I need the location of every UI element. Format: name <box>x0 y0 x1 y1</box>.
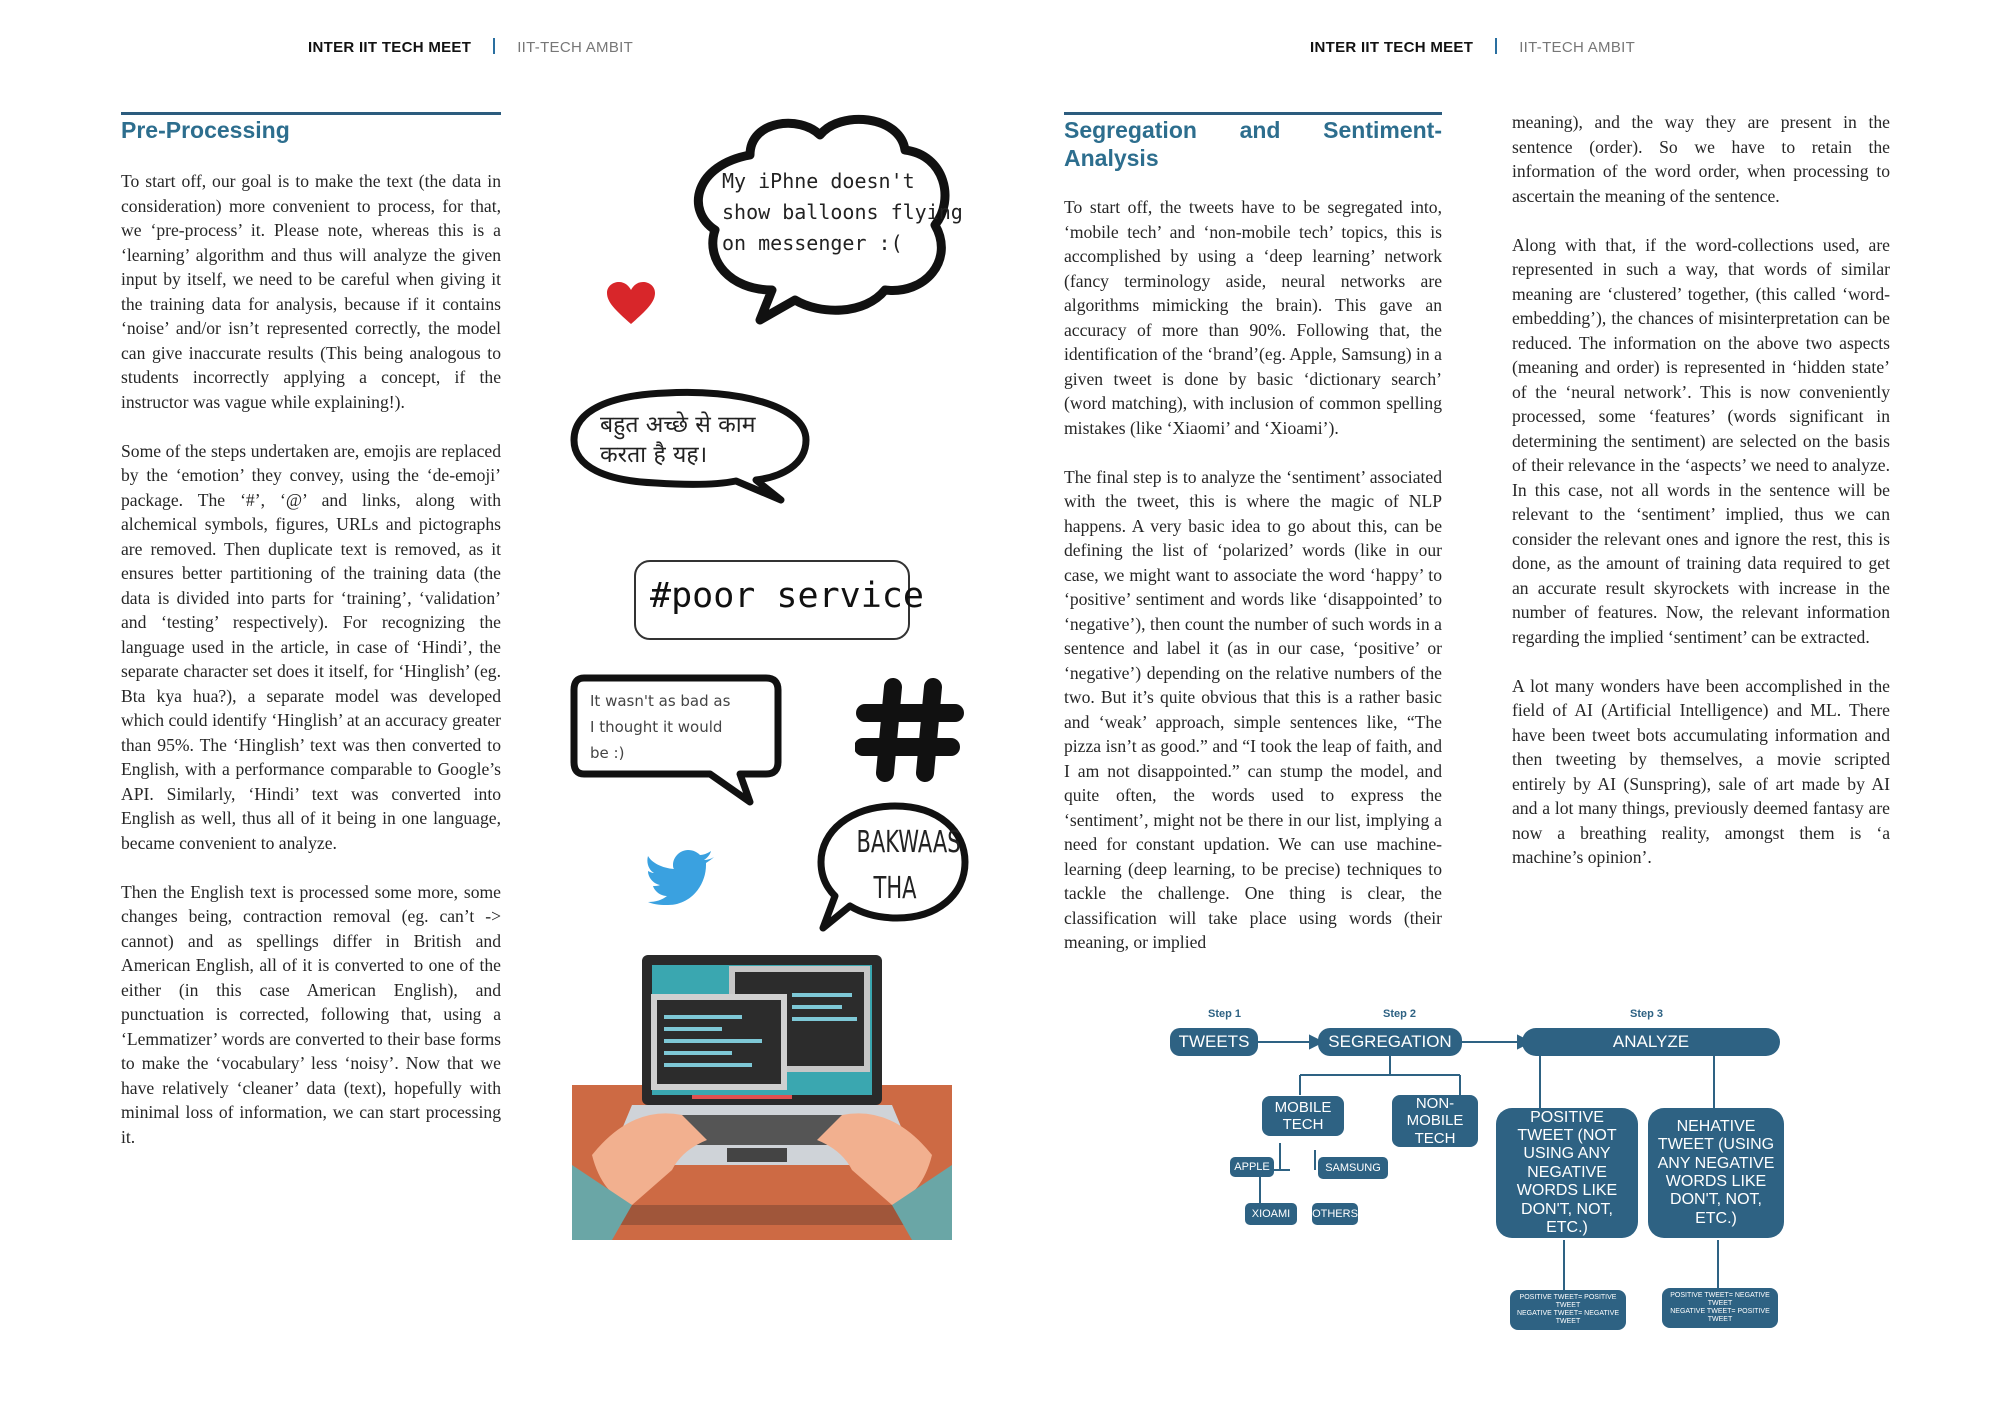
paragraph: Along with that, if the word-collections used, are represented in such a way, that words of similar meaning are ‘clustered’ together, (this called ‘word-embedding’), the chances of misinterpretation can be reduced. The information on the above two aspects (meaning and order) is represented in ‘hidden state’ of the ‘neural network’. This is now conveniently processed, some ‘features’ (words significant in determining the sentiment) are selected on the basis of their relevance in the ‘aspects’ we need to analyze. In this case, not all words in the sentence will be relevant to the ‘sentiment’ implied, thus we can consider the relevant ones and ignore the rest, this is done, as the amount of training data required to get an accurate result skyrockets with increase in the number of features. Now, the relevant information regarding the implied ‘sentiment’ can be extracted. <box>1512 234 1890 647</box>
node-negative-rule: POSITIVE TWEET= NEGATIVE TWEET NEGATIVE TWEET= POSITIVE TWEET <box>1662 1288 1778 1328</box>
page-header-left <box>308 38 633 56</box>
paragraph: Some of the steps undertaken are, emojis are replaced by the ‘emotion’ they convey, using the ‘de-emoji’ package. The ‘#’, ‘@’ and links, along with alchemical symbols, figures, URLs and pictographs are removed. Then duplicate text is removed, as it ensures better partitioning of the training data (the data is divided into parts for ‘training’, ‘validation’ and ‘testing’ respectively). For recognizing the language used in the article, in case of ‘Hindi’, the separate character set does it itself, for ‘Hinglish’ (eg. Bta kya hua?), a separate model was developed which could identify ‘Hinglish’ at an accuracy greater than 95%. The ‘Hinglish’ text was then converted to English, with a performance comparable to Google’s API. Similarly, ‘Hindi’ text was converted into English as well, thus all of it being in one language, became convenient to analyze. <box>121 440 501 853</box>
right-text-column-1 <box>1064 195 1442 979</box>
laptop-illustration <box>572 955 952 1240</box>
node-positive-tweet: POSITIVE TWEET (NOT USING ANY NEGATIVE WORDS LIKE DON'T, NOT, ETC.) <box>1496 1108 1638 1238</box>
hindi-bubble-text: बहुत अच्छे से काम करता है यह। <box>600 412 756 468</box>
paragraph: meaning), and the way they are present in the sentence (order). So we have to retain the information of the word order, when processing to ascertain the meaning of the sentence. <box>1512 112 1890 206</box>
node-analyze: ANALYZE <box>1522 1028 1780 1056</box>
left-text-column <box>121 169 501 1174</box>
section-heading: Pre-Processing <box>121 117 290 143</box>
paragraph: To start off, our goal is to make the text (the data in consideration) more convenient to process, for that, we ‘pre-process’ it. Please note, whereas this is a ‘learning’ algorithm and thus will analyze the given input by itself, we need to be careful when giving it the training data for analysis, because if it contains ‘noise’ and/or isn’t represented correctly, the model can give inaccurate results (This being analogous to students incorrectly applying a concept, if the instructor was vague while explaining!). <box>121 171 501 412</box>
node-tweets: TWEETS <box>1170 1028 1258 1056</box>
step-label: Step 3 <box>1630 1008 1664 1020</box>
hashtag-icon <box>855 675 965 785</box>
twitter-bird-icon <box>646 845 716 905</box>
node-positive-rule: POSITIVE TWEET= POSITIVE TWEET NEGATIVE TWEET= NEGATIVE TWEET <box>1510 1290 1626 1330</box>
header-brand: INTER IIT TECH MEET <box>1310 39 1474 56</box>
heading-rule <box>121 112 501 115</box>
header-sub: IIT-TECH AMBIT <box>1519 39 1636 56</box>
bakwaas-bubble-text: BAKWAAS THA <box>856 825 961 906</box>
header-divider <box>493 38 495 54</box>
section-heading: Segregation and Sentiment-Analysis <box>1064 117 1442 171</box>
node-xiaomi: XIOAMI <box>1245 1203 1297 1225</box>
paragraph: The final step is to analyze the ‘sentiment’ associated with the tweet, this is where the magic of NLP happens. A very basic idea to go about this, can be defining the list of ‘polarized’ words (like in our case, we might want to associate the word ‘happy’ to ‘positive’ sentiment and words like ‘disappointed’ to ‘negative’), then count the number of such words in a sentence and label it (as in our case, ‘positive’ or ‘negative’) depending on the relative numbers of the two. But it’s quite obvious that this is a rather basic and ‘weak’ approach, simple sentences like, “The pizza isn’t as good.” and “I took the leap of faith, and I am not disappointed.” can stump the model, and quite often, the words used to express the ‘sentiment’, might not be there in our list, implying a need for constant updation. We can use machine-learning (deep learning, to be precise) techniques to tackle the challenge. One thing is clear, the classification will take place using words (their meaning, or implied <box>1064 466 1442 952</box>
node-samsung: SAMSUNG <box>1318 1157 1388 1179</box>
iphone-bubble-text: My iPhne doesn't show balloons flying on messenger :( <box>722 169 963 255</box>
node-non-mobile-tech: NON-MOBILE TECH <box>1392 1095 1478 1147</box>
paragraph: A lot many wonders have been accomplished in the field of AI (Artificial Intelligence) and ML. There have been tweet bots accumulating information and then tweeting by themselves, a movie scripted entirely by AI (Sunspring), sale of art made by AI and a lot many things, previously deemed fantasy are now a breathing reality, amongst them is ‘a machine’s opinion’. <box>1512 675 1890 867</box>
node-others: OTHERS <box>1312 1203 1358 1225</box>
header-sub: IIT-TECH AMBIT <box>517 39 634 56</box>
paragraph: Then the English text is processed some more, some changes being, contraction removal (eg. can’t -> cannot) and as spellings differ in British and American English, all of it is converted to one of the either (in this case American English), and punctuation is corrected, following that, using a ‘Lemmatizer’ words are converted to their base forms to make the ‘vocabulary’ less ‘noisy’. Now that we have relatively ‘cleaner’ data (text), hopefully with minimal loss of information, we can start processing it. <box>121 881 501 1147</box>
poor-service-text: #poor service <box>650 576 924 616</box>
not-bad-bubble-text: It wasn't as bad as I thought it would be :) <box>590 692 731 762</box>
heading-rule <box>1064 112 1442 115</box>
page-header-right <box>1310 38 1635 56</box>
step-label: Step 1 <box>1208 1008 1242 1020</box>
paragraph: To start off, the tweets have to be segregated into, ‘mobile tech’ and ‘non-mobile tech’ topics, this is accomplished by using a ‘deep learning’ network (fancy terminology aside, neural networks are algorithms mimicking the brain). This gave an accuracy of more than 90%. Following that, the identification of the ‘brand’(eg. Apple, Samsung) in a given tweet is done by basic ‘dictionary search’ (word matching), with inclusion of common spelling mistakes (like ‘Xiaomi’ and ‘Xioami’). <box>1064 197 1442 438</box>
node-mobile-tech: MOBILE TECH <box>1262 1096 1344 1136</box>
heart-icon <box>605 280 657 328</box>
header-divider <box>1495 38 1497 54</box>
right-text-column-2 <box>1512 110 1890 894</box>
header-brand: INTER IIT TECH MEET <box>308 39 472 56</box>
node-apple: APPLE <box>1230 1157 1274 1177</box>
node-segregation: SEGREGATION <box>1318 1028 1462 1056</box>
step-label: Step 2 <box>1383 1008 1417 1020</box>
node-negative-tweet: NEHATIVE TWEET (USING ANY NEGATIVE WORDS LIKE DON'T, NOT, ETC.) <box>1648 1108 1784 1238</box>
